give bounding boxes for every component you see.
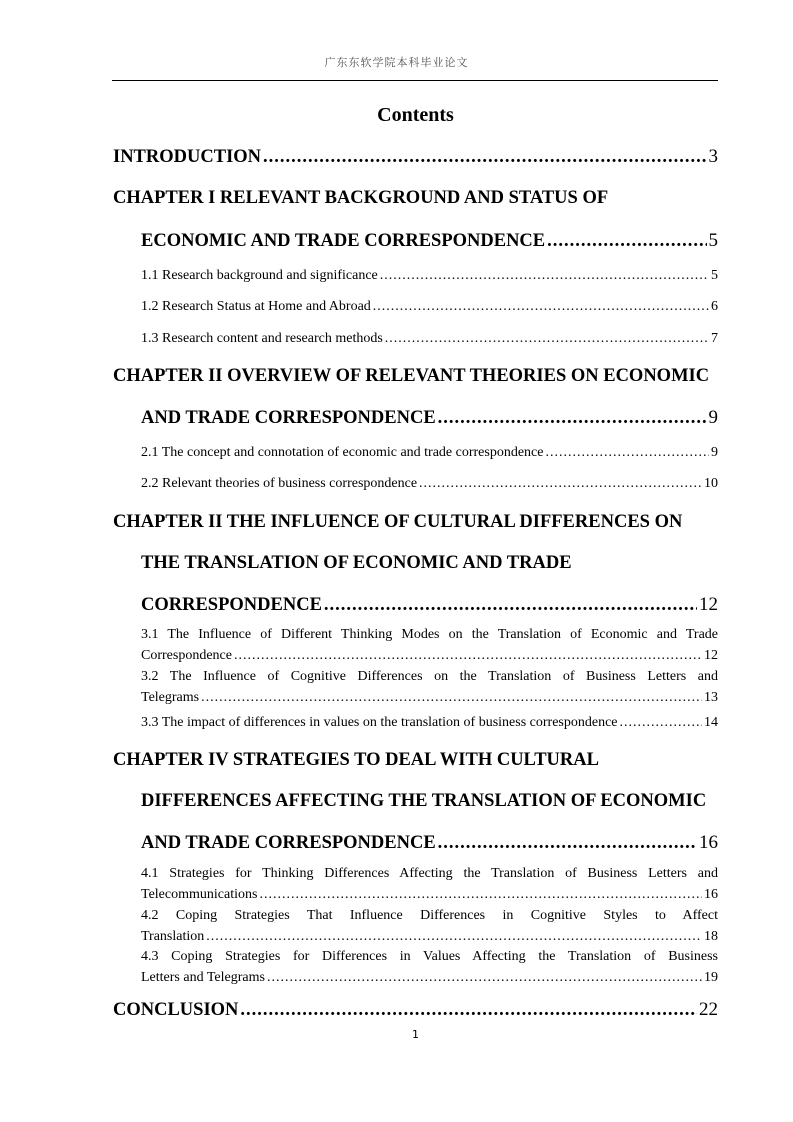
toc-page-number: 16 — [704, 887, 718, 902]
toc-entry-3-2[interactable] — [141, 690, 718, 706]
toc-entry-3-3[interactable] — [141, 715, 718, 731]
toc-chapter-4-line-1: CHAPTER IV STRATEGIES TO DEAL WITH CULTURAL — [113, 750, 599, 770]
toc-entry-label: Telecommunications — [141, 887, 258, 902]
toc-entry-introduction[interactable] — [113, 146, 718, 168]
toc-chapter-3-line-2: THE TRANSLATION OF ECONOMIC AND TRADE — [141, 553, 572, 573]
toc-page-number: 10 — [704, 476, 718, 491]
toc-entry-label: 2.2 Relevant theories of business correspondence — [141, 476, 418, 491]
toc-entry-label: 1.2 Research Status at Home and Abroad — [141, 299, 371, 314]
page-number-footer: 1 — [412, 1028, 419, 1041]
toc-entry-1-2[interactable] — [141, 299, 718, 315]
toc-entry-4-2-line-1: 4.2 Coping Strategies That Influence Differences in Cognitive Styles to Affect — [141, 908, 718, 923]
dot-leader — [373, 299, 709, 315]
toc-entry-4-1-line-1: 4.1 Strategies for Thinking Differences Affecting the Translation of Business Letters and — [141, 866, 718, 881]
toc-entry-4-3[interactable] — [141, 970, 718, 986]
dot-leader — [201, 690, 702, 706]
toc-entry-label: Letters and Telegrams — [141, 970, 265, 985]
dot-leader — [620, 715, 702, 731]
dot-leader — [438, 408, 707, 429]
toc-page-number: 19 — [704, 970, 718, 985]
toc-entry-label: 3.3 The impact of differences in values on the translation of business correspondence — [141, 715, 618, 730]
toc-entry-3-2-line-1: 3.2 The Influence of Cognitive Differences on the Translation of Business Letters and — [141, 669, 718, 684]
toc-entry-label: 2.1 The concept and connotation of economic and trade correspondence — [141, 445, 544, 460]
toc-page-number: 3 — [708, 146, 718, 167]
toc-entry-4-2[interactable] — [141, 929, 718, 945]
toc-entry-label: ECONOMIC AND TRADE CORRESPONDENCE — [141, 231, 546, 251]
toc-entry-4-1[interactable] — [141, 887, 718, 903]
dot-leader — [206, 929, 702, 945]
toc-entry-label: Correspondence — [141, 648, 232, 663]
toc-entry-chapter-2[interactable] — [141, 407, 718, 429]
running-header: 广东东软学院本科毕业论文 — [324, 56, 469, 69]
header-rule — [112, 80, 718, 81]
toc-page-number: 16 — [699, 832, 718, 853]
page-title: Contents — [377, 104, 454, 126]
toc-page-number: 14 — [704, 715, 718, 730]
toc-entry-label: Translation — [141, 929, 205, 944]
toc-entry-chapter-1[interactable] — [141, 230, 718, 252]
toc-page-number: 13 — [704, 690, 718, 705]
toc-page-number: 12 — [704, 648, 718, 663]
toc-entry-3-1[interactable] — [141, 648, 718, 664]
toc-entry-chapter-4[interactable] — [141, 832, 718, 854]
toc-entry-1-3[interactable] — [141, 331, 718, 347]
toc-chapter-1-line-1: CHAPTER I RELEVANT BACKGROUND AND STATUS OF — [113, 188, 609, 208]
toc-page-number: 9 — [711, 445, 718, 460]
toc-entry-chapter-3[interactable] — [141, 594, 718, 616]
toc-page-number: 5 — [711, 268, 718, 283]
dot-leader — [240, 1000, 697, 1021]
dot-leader — [380, 268, 709, 284]
toc-page-number: 22 — [699, 999, 718, 1020]
toc-entry-label: Telegrams — [141, 690, 200, 705]
toc-entry-conclusion[interactable] — [113, 999, 718, 1021]
toc-chapter-2-line-1: CHAPTER II OVERVIEW OF RELEVANT THEORIES ON ECONOMIC — [113, 366, 710, 386]
toc-entry-3-1-line-1: 3.1 The Influence of Different Thinking Modes on the Translation of Economic and Trade — [141, 627, 718, 642]
toc-entry-label: CORRESPONDENCE — [141, 595, 322, 615]
toc-page-number: 7 — [711, 331, 718, 346]
toc-entry-label: 1.3 Research content and research methods — [141, 331, 383, 346]
toc-entry-1-1[interactable] — [141, 268, 718, 284]
toc-entry-label: AND TRADE CORRESPONDENCE — [141, 833, 436, 853]
dot-leader — [545, 445, 709, 461]
dot-leader — [263, 147, 706, 168]
toc-page-number: 9 — [708, 407, 718, 428]
dot-leader — [547, 231, 706, 252]
toc-chapter-4-line-2: DIFFERENCES AFFECTING THE TRANSLATION OF ECONOMIC — [141, 791, 707, 811]
toc-entry-label: 1.1 Research background and significance — [141, 268, 378, 283]
dot-leader — [324, 595, 697, 616]
toc-page-number: 12 — [699, 594, 718, 615]
toc-chapter-3-line-1: CHAPTER II THE INFLUENCE OF CULTURAL DIFFERENCES ON — [113, 512, 683, 532]
toc-entry-2-2[interactable] — [141, 476, 718, 492]
toc-entry-label: CONCLUSION — [113, 1000, 239, 1020]
toc-entry-4-3-line-1: 4.3 Coping Strategies for Differences in Values Affecting the Translation of Business — [141, 949, 718, 964]
dot-leader — [234, 648, 702, 664]
toc-page-number: 18 — [704, 929, 718, 944]
dot-leader — [267, 970, 702, 986]
toc-page-number: 6 — [711, 299, 718, 314]
dot-leader — [259, 887, 702, 903]
toc-page-number: 5 — [708, 230, 718, 251]
dot-leader — [419, 476, 702, 492]
toc-entry-2-1[interactable] — [141, 445, 718, 461]
dot-leader — [385, 331, 709, 347]
dot-leader — [438, 833, 697, 854]
toc-entry-label: AND TRADE CORRESPONDENCE — [141, 408, 436, 428]
toc-entry-label: INTRODUCTION — [113, 147, 262, 167]
